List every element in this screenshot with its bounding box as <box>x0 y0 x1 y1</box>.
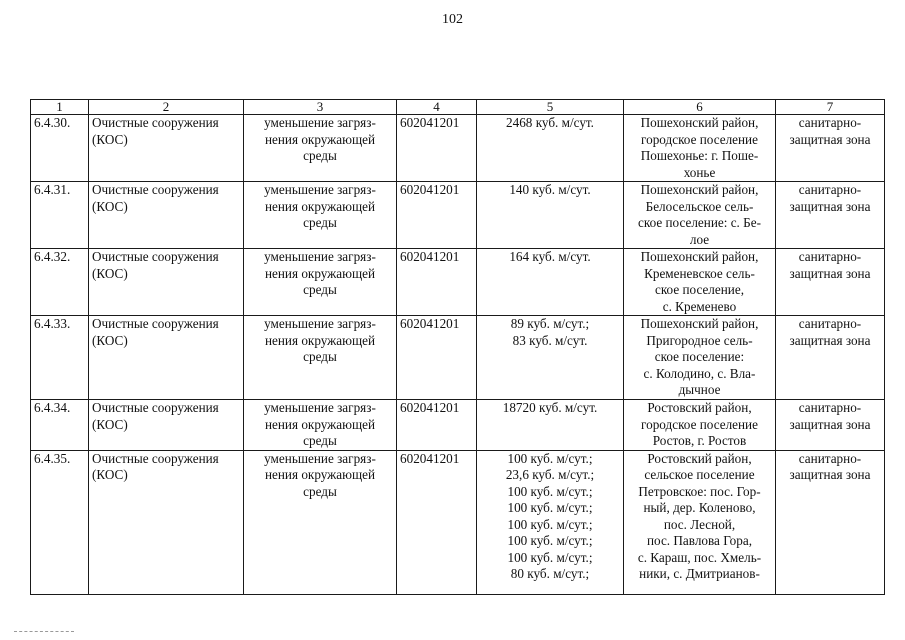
code-cell: 602041201 <box>397 316 477 400</box>
location-cell: Пошехонский район, Кременевское сель- ское поселение, с. Кременево <box>624 249 776 316</box>
facilities-table <box>30 99 885 595</box>
code-cell: 602041201 <box>397 400 477 451</box>
column-header: 3 <box>244 100 397 115</box>
purpose-cell: уменьшение загряз- нения окружающей среды <box>244 115 397 182</box>
object-cell: Очистные сооружения (КОС) <box>89 249 244 316</box>
code-cell: 602041201 <box>397 182 477 249</box>
purpose-cell: уменьшение загряз- нения окружающей среды <box>244 400 397 451</box>
location-cell: Пошехонский район, городское поселение Пошехонье: г. Поше- хонье <box>624 115 776 182</box>
scan-edge-mark <box>14 631 74 632</box>
zone-cell: санитарно- защитная зона <box>776 182 885 249</box>
capacity-cell: 89 куб. м/сут.; 83 куб. м/сут. <box>477 316 624 400</box>
code-cell: 602041201 <box>397 115 477 182</box>
row-number-cell: 6.4.30. <box>31 115 89 182</box>
table-row <box>31 182 885 249</box>
zone-cell: санитарно- защитная зона <box>776 316 885 400</box>
table-header-row <box>31 100 885 115</box>
table-row <box>31 316 885 400</box>
zone-cell: санитарно- защитная зона <box>776 115 885 182</box>
capacity-cell: 100 куб. м/сут.; 23,6 куб. м/сут.; 100 куб. м/сут.; 100 куб. м/сут.; 100 куб. м/сут.; 100 куб. м/сут.; 100 куб. м/сут.; 80 куб. м/сут.; <box>477 450 624 594</box>
location-cell: Ростовский район, сельское поселение Петровское: пос. Гор- ный, дер. Коленово, пос. Лесной, пос. Павлова Гора, с. Караш, пос. Хмель- ники, с. Дмитрианов- <box>624 450 776 594</box>
location-cell: Ростовский район, городское поселение Ростов, г. Ростов <box>624 400 776 451</box>
row-number-cell: 6.4.31. <box>31 182 89 249</box>
column-header: 5 <box>477 100 624 115</box>
row-number-cell: 6.4.34. <box>31 400 89 451</box>
table-row <box>31 400 885 451</box>
row-number-cell: 6.4.32. <box>31 249 89 316</box>
capacity-cell: 18720 куб. м/сут. <box>477 400 624 451</box>
purpose-cell: уменьшение загряз- нения окружающей среды <box>244 450 397 594</box>
row-number-cell: 6.4.35. <box>31 450 89 594</box>
column-header: 6 <box>624 100 776 115</box>
zone-cell: санитарно- защитная зона <box>776 249 885 316</box>
code-cell: 602041201 <box>397 249 477 316</box>
row-number-cell: 6.4.33. <box>31 316 89 400</box>
table-row <box>31 450 885 594</box>
purpose-cell: уменьшение загряз- нения окружающей среды <box>244 182 397 249</box>
table-row <box>31 249 885 316</box>
purpose-cell: уменьшение загряз- нения окружающей среды <box>244 316 397 400</box>
column-header: 2 <box>89 100 244 115</box>
capacity-cell: 140 куб. м/сут. <box>477 182 624 249</box>
zone-cell: санитарно- защитная зона <box>776 400 885 451</box>
object-cell: Очистные сооружения (КОС) <box>89 115 244 182</box>
table-row <box>31 115 885 182</box>
code-cell: 602041201 <box>397 450 477 594</box>
object-cell: Очистные сооружения (КОС) <box>89 450 244 594</box>
column-header: 1 <box>31 100 89 115</box>
purpose-cell: уменьшение загряз- нения окружающей среды <box>244 249 397 316</box>
zone-cell: санитарно- защитная зона <box>776 450 885 594</box>
column-header: 4 <box>397 100 477 115</box>
column-header: 7 <box>776 100 885 115</box>
location-cell: Пошехонский район, Белосельское сель- ское поселение: с. Бе- лое <box>624 182 776 249</box>
capacity-cell: 2468 куб. м/сут. <box>477 115 624 182</box>
object-cell: Очистные сооружения (КОС) <box>89 400 244 451</box>
object-cell: Очистные сооружения (КОС) <box>89 182 244 249</box>
page-number: 102 <box>442 12 463 27</box>
location-cell: Пошехонский район, Пригородное сель- ское поселение: с. Колодино, с. Вла- дычное <box>624 316 776 400</box>
object-cell: Очистные сооружения (КОС) <box>89 316 244 400</box>
capacity-cell: 164 куб. м/сут. <box>477 249 624 316</box>
